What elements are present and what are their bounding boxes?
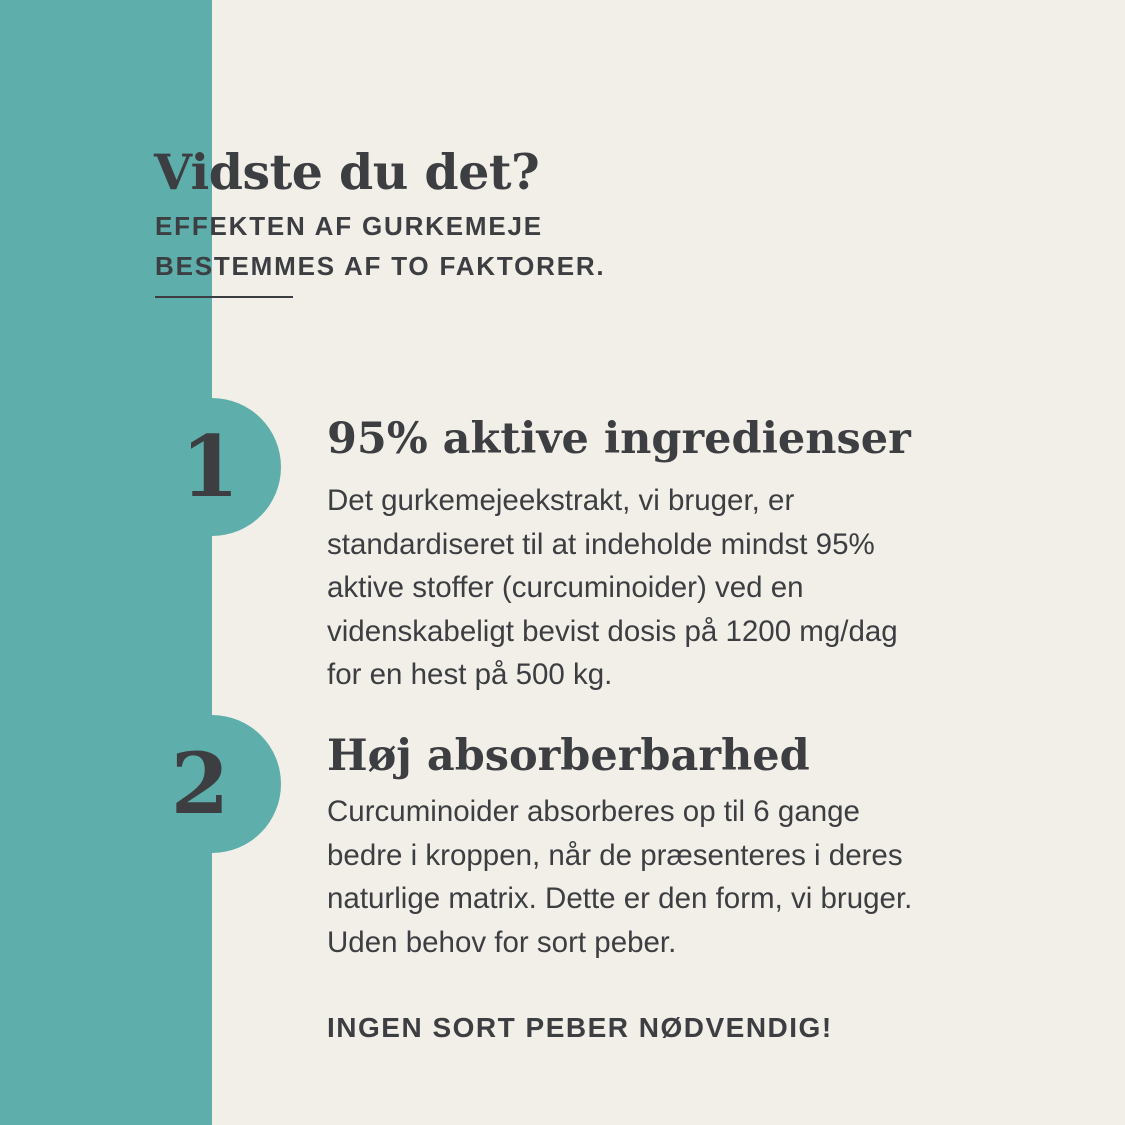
item-title-1: 95% aktive ingredienser: [327, 414, 911, 464]
description-line: Det gurkemejeekstrakt, vi bruger, er: [327, 484, 795, 517]
description-line: Uden behov for sort peber.: [327, 925, 677, 959]
subtitle-line: EFFEKTEN AF GURKEMEJE: [155, 211, 543, 241]
subtitle-line: BESTEMMES AF TO FAKTORER.: [155, 251, 606, 281]
item-description-1: [327, 479, 1027, 697]
description-line: for en hest på 500 kg.: [327, 658, 613, 691]
title-divider: [155, 296, 293, 298]
description-line: standardiseret til at indeholde mindst 95%: [327, 527, 875, 561]
item-description-2: [327, 790, 1027, 964]
page-title: Vidste du det?: [154, 143, 540, 201]
description-line: videnskabeligt bevist dosis på 1200 mg/dag: [327, 614, 898, 648]
description-line: aktive stoffer (curcuminoider) ved en: [327, 571, 804, 604]
item-title-2: Høj absorberbarhed: [327, 731, 810, 781]
number-badge-1: [143, 398, 281, 536]
description-line: Curcuminoider absorberes op til 6 gange: [327, 795, 860, 828]
description-line: naturlige matrix. Dette er den form, vi bruger.: [327, 882, 913, 915]
badge-number: 1: [180, 417, 240, 516]
badge-number: 2: [170, 734, 230, 833]
page-subtitle: [155, 206, 605, 286]
callout-text: INGEN SORT PEBER NØDVENDIG!: [327, 1012, 833, 1043]
number-badge-2: [143, 715, 281, 853]
description-line: bedre i kroppen, når de præsenteres i deres: [327, 838, 903, 872]
